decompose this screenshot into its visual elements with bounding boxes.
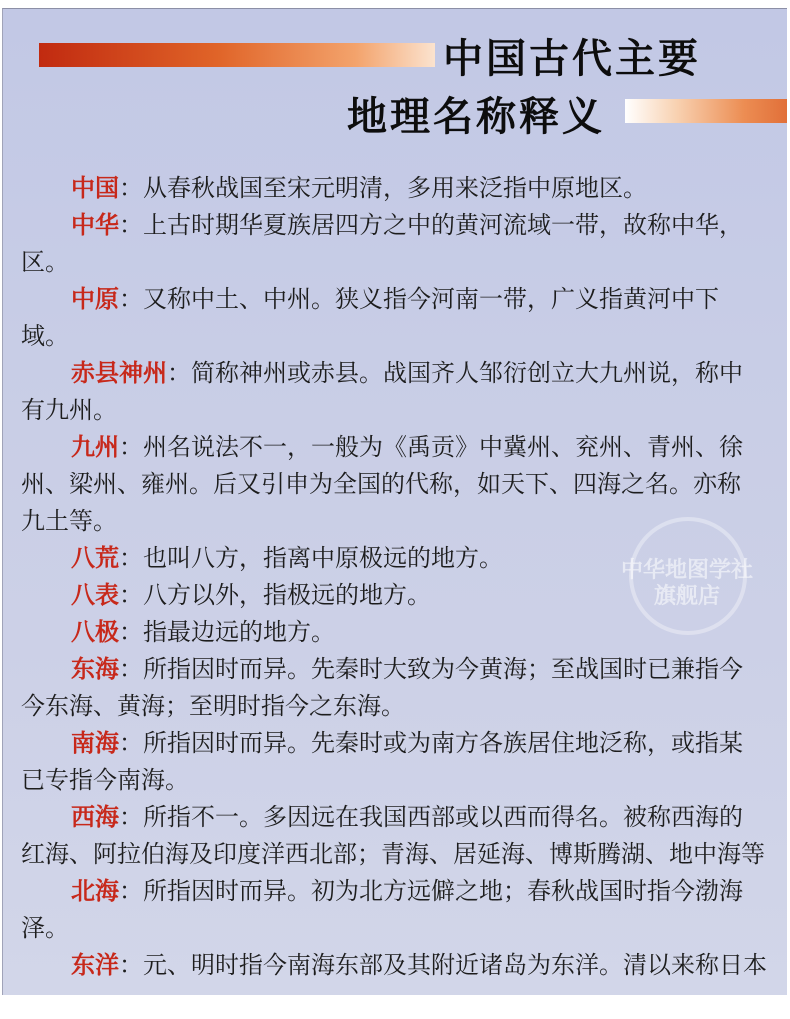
entry-first-line <box>21 947 787 984</box>
entry-definition: 已专指今南海。 <box>21 766 189 794</box>
entry-first-line <box>21 873 787 910</box>
entry-first-line <box>21 614 787 651</box>
glossary-entry <box>21 281 787 355</box>
entry-definition: ：也叫八方，指离中原极远的地方。 <box>119 544 503 572</box>
entry-definition: ：上古时期华夏族居四方之中的黄河流域一带，故称中华， <box>119 211 743 239</box>
watermark-text-line1: 中华地图学社 <box>620 558 753 583</box>
book-page <box>2 8 787 995</box>
entry-first-line <box>21 540 787 577</box>
entry-term: 八极 <box>71 618 119 646</box>
entry-definition: ：所指因时而异。初为北方远僻之地；春秋战国时指今渤海 <box>119 877 743 905</box>
glossary-entry <box>21 207 787 281</box>
entry-first-line <box>21 281 787 318</box>
entry-first-line <box>21 429 787 466</box>
entry-term: 八表 <box>71 581 119 609</box>
entry-definition: ：所指因时而异。先秦时大致为今黄海；至战国时已兼指今 <box>119 655 743 683</box>
entry-first-line <box>21 725 787 762</box>
entry-definition: 域。 <box>21 322 69 350</box>
glossary-entry <box>21 614 787 651</box>
entry-definition: ：从春秋战国至宋元明清，多用来泛指中原地区。 <box>119 174 647 202</box>
entry-term: 南海 <box>71 729 119 757</box>
entry-continuation-line <box>21 392 787 429</box>
glossary-entry <box>21 873 787 947</box>
entry-continuation-line <box>21 762 787 799</box>
entry-definition: ：简称神州或赤县。战国齐人邹衍创立大九州说，称中 <box>167 359 743 387</box>
entry-term: 中国 <box>71 174 119 202</box>
entry-term: 八荒 <box>71 544 119 572</box>
entry-definition: 州、梁州、雍州。后又引申为全国的代称，如天下、四海之名。亦称 <box>21 470 741 498</box>
title-decor-bar-left <box>39 43 435 67</box>
entry-first-line <box>21 355 787 392</box>
glossary-entry <box>21 947 787 984</box>
entry-definition: 九土等。 <box>21 507 117 535</box>
entry-definition: ：州名说法不一，一般为《禹贡》中冀州、兖州、青州、徐 <box>119 433 743 461</box>
entry-continuation-line <box>21 910 787 947</box>
entry-definition: 有九州。 <box>21 396 117 424</box>
entry-continuation-line <box>21 244 787 281</box>
entry-term: 东洋 <box>71 951 119 979</box>
entry-definition: ：元、明时指今南海东部及其附近诸岛为东洋。清以来称日本 <box>119 951 767 979</box>
entry-definition: 区。 <box>21 248 69 276</box>
glossary-entry <box>21 170 787 207</box>
watermark-text-line2: 旗舰店 <box>653 584 720 609</box>
entry-definition: ：所指不一。多因远在我国西部或以西而得名。被称西海的 <box>119 803 743 831</box>
glossary-entry <box>21 540 787 577</box>
glossary-entry <box>21 355 787 429</box>
entry-first-line <box>21 170 787 207</box>
entry-term: 九州 <box>71 433 119 461</box>
entry-continuation-line <box>21 466 787 503</box>
glossary-entry <box>21 577 787 614</box>
entry-definition: ：又称中土、中州。狭义指今河南一带，广义指黄河中下 <box>119 285 719 313</box>
page-title-line1: 中国古代主要 <box>443 36 701 82</box>
entry-first-line <box>21 207 787 244</box>
page-title-line2: 地理名称释义 <box>347 94 605 140</box>
glossary-entry <box>21 429 787 540</box>
entry-term: 中原 <box>71 285 119 313</box>
entry-term: 西海 <box>71 803 119 831</box>
entry-definition: ：八方以外，指极远的地方。 <box>119 581 431 609</box>
entry-first-line <box>21 799 787 836</box>
entry-continuation-line <box>21 503 787 540</box>
entry-definition: 红海、阿拉伯海及印度洋西北部；青海、居延海、博斯腾湖、地中海等 <box>21 840 765 868</box>
entry-continuation-line <box>21 688 787 725</box>
entry-first-line <box>21 651 787 688</box>
entry-first-line <box>21 577 787 614</box>
entry-term: 赤县神州 <box>71 359 167 387</box>
entry-term: 北海 <box>71 877 119 905</box>
glossary-entry <box>21 725 787 799</box>
entry-definition: 泽。 <box>21 914 69 942</box>
entry-term: 中华 <box>71 211 119 239</box>
entry-definition: ：所指因时而异。先秦时或为南方各族居住地泛称，或指某 <box>119 729 743 757</box>
glossary-entries <box>21 170 787 984</box>
glossary-entry <box>21 651 787 725</box>
entry-definition: ：指最边远的地方。 <box>119 618 335 646</box>
entry-definition: 今东海、黄海；至明时指今之东海。 <box>21 692 405 720</box>
glossary-entry <box>21 799 787 873</box>
entry-term: 东海 <box>71 655 119 683</box>
entry-continuation-line <box>21 318 787 355</box>
title-decor-bar-right <box>625 99 787 123</box>
entry-continuation-line <box>21 836 787 873</box>
